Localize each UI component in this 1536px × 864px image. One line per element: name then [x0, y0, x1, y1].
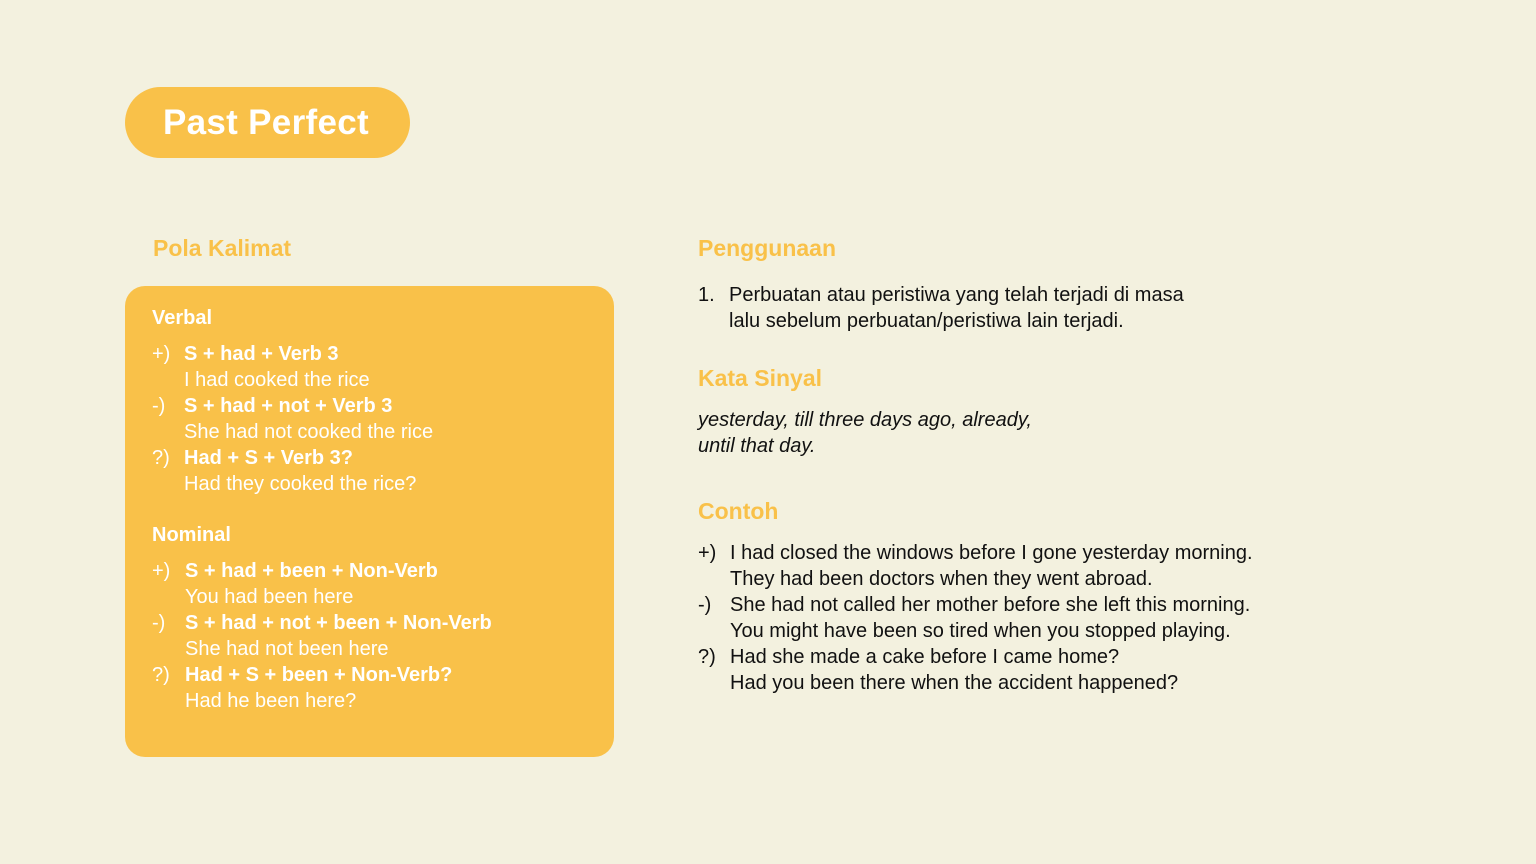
example-sentence: You might have been so tired when you stopped playing.	[730, 620, 1231, 642]
nominal-positive-row	[152, 558, 614, 584]
example-positive-row	[698, 540, 1253, 566]
examples-list	[698, 540, 1253, 696]
nominal-question-example: Had he been here?	[185, 690, 357, 712]
example-question-row	[698, 644, 1253, 670]
signal-word: till three days ago,	[794, 409, 957, 431]
nominal-negative-example: She had not been here	[185, 638, 389, 660]
signal-words	[698, 407, 1032, 459]
signal-word: until that day.	[698, 435, 816, 457]
nominal-negative-formula: S + had + not + been + Non-Verb	[185, 612, 492, 634]
question-marker: ?)	[698, 646, 716, 668]
negative-marker: -)	[152, 612, 166, 634]
question-marker: ?)	[152, 664, 170, 686]
example-sentence: Had you been there when the accident happened?	[730, 672, 1179, 694]
negative-marker: -)	[698, 594, 712, 616]
usage-list	[698, 282, 1184, 334]
examples-heading: Contoh	[698, 498, 779, 524]
usage-item	[698, 282, 1184, 334]
usage-item-line: Perbuatan atau peristiwa yang telah terjadi di masa	[729, 284, 1184, 306]
pattern-heading: Pola Kalimat	[153, 235, 292, 261]
example-sentence: Had she made a cake before I came home?	[730, 646, 1120, 668]
signal-line	[698, 407, 1032, 433]
verbal-question-example: Had they cooked the rice?	[184, 473, 417, 495]
verbal-negative-formula: S + had + not + Verb 3	[184, 395, 393, 417]
nominal-question-row	[152, 662, 614, 688]
verbal-negative-example: She had not cooked the rice	[184, 421, 434, 443]
signal-word: yesterday,	[698, 409, 789, 431]
nominal-negative-row	[152, 610, 614, 636]
page-title: Past Perfect	[163, 102, 369, 142]
example-sentence: I had closed the windows before I gone yesterday morning.	[730, 542, 1253, 564]
verbal-pattern-list	[152, 341, 614, 497]
positive-marker: +)	[152, 560, 171, 582]
verbal-question-formula: Had + S + Verb 3?	[184, 447, 353, 469]
nominal-positive-example: You had been here	[185, 586, 354, 608]
nominal-question-formula: Had + S + been + Non-Verb?	[185, 664, 453, 686]
example-sentence: She had not called her mother before she left this morning.	[730, 594, 1251, 616]
signal-word: already,	[962, 409, 1032, 431]
nominal-label: Nominal	[152, 524, 231, 546]
pattern-card	[125, 286, 614, 757]
usage-item-number: 1.	[698, 284, 715, 306]
example-sentence: They had been doctors when they went abroad.	[730, 568, 1153, 590]
negative-marker: -)	[152, 395, 166, 417]
usage-item-text	[729, 282, 1184, 334]
question-marker: ?)	[152, 447, 170, 469]
signal-heading: Kata Sinyal	[698, 365, 822, 391]
positive-marker: +)	[698, 542, 717, 564]
usage-item-line: lalu sebelum perbuatan/peristiwa lain terjadi.	[729, 310, 1124, 332]
verbal-negative-row	[152, 393, 614, 419]
nominal-positive-formula: S + had + been + Non-Verb	[185, 560, 438, 582]
nominal-pattern-list	[152, 558, 614, 714]
verbal-positive-row	[152, 341, 614, 367]
positive-marker: +)	[152, 343, 171, 365]
verbal-question-row	[152, 445, 614, 471]
title-badge	[125, 87, 410, 158]
verbal-positive-example: I had cooked the rice	[184, 369, 370, 391]
example-negative-row	[698, 592, 1253, 618]
usage-heading: Penggunaan	[698, 235, 837, 261]
signal-line	[698, 433, 1032, 459]
verbal-label: Verbal	[152, 307, 213, 329]
verbal-positive-formula: S + had + Verb 3	[184, 343, 339, 365]
